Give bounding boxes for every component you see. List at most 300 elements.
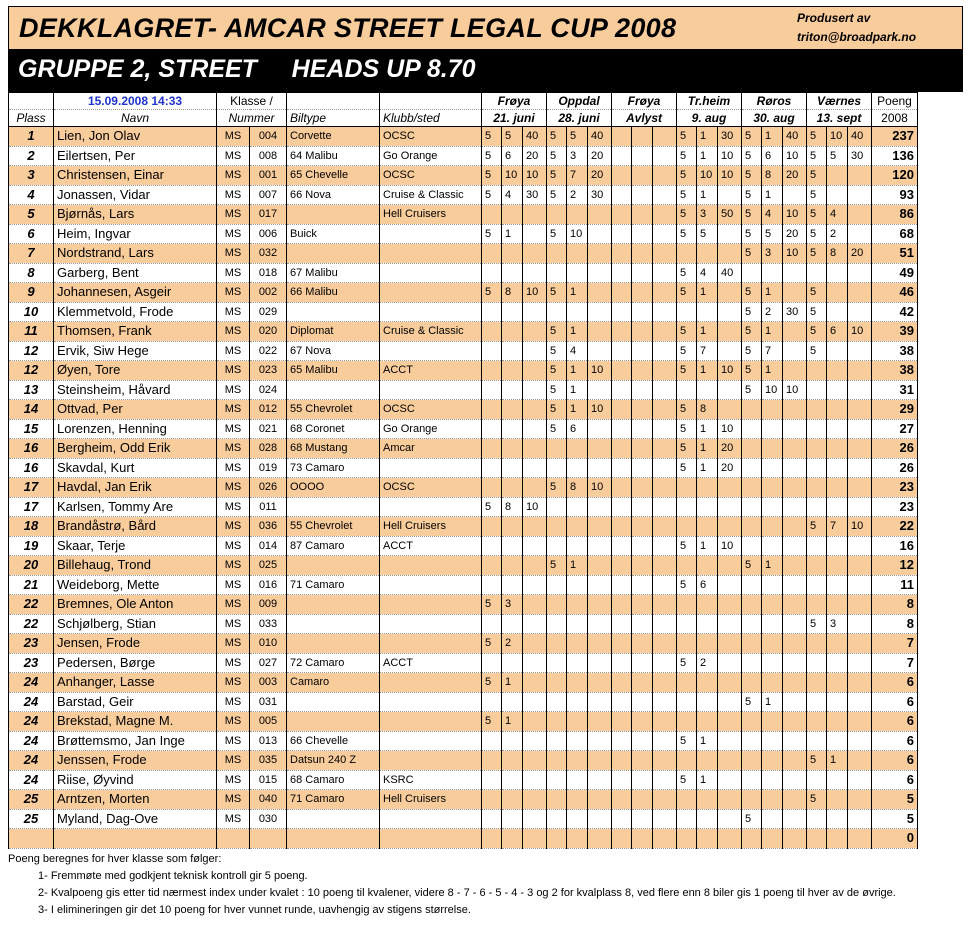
cell-navn: Bremnes, Ole Anton [54, 595, 217, 615]
cell-score: 5 [547, 283, 567, 303]
cell-score [762, 458, 783, 478]
cell-score [762, 809, 783, 829]
cell-score: 5 [547, 556, 567, 576]
cell-score [547, 770, 567, 790]
cell-plass: 22 [9, 595, 54, 615]
cell-score [653, 517, 677, 537]
cell-score: 30 [848, 146, 872, 166]
cell-score: 30 [718, 127, 742, 147]
event-name: Røros [742, 93, 807, 110]
cell-score [612, 322, 632, 342]
cell-score [848, 614, 872, 634]
cell-score [502, 614, 523, 634]
cell-score [523, 478, 547, 498]
cell-score: 5 [742, 146, 762, 166]
cell-score: 2 [762, 302, 783, 322]
cell-score [482, 517, 502, 537]
cell-plass: 7 [9, 244, 54, 264]
table-row [9, 224, 918, 244]
cell-poeng: 8 [872, 595, 918, 615]
cell-biltype [287, 556, 380, 576]
cell-klasse: MS [217, 458, 250, 478]
cell-poeng: 86 [872, 205, 918, 225]
cell-score [567, 302, 588, 322]
cell-score [588, 341, 612, 361]
cell-nummer: 015 [250, 770, 287, 790]
title-bar [8, 6, 963, 50]
cell-navn: Heim, Ingvar [54, 224, 217, 244]
cell-score [502, 302, 523, 322]
cell-score [588, 458, 612, 478]
cell-score: 5 [677, 731, 697, 751]
cell-score: 40 [783, 127, 807, 147]
cell-score [502, 575, 523, 595]
cell-score [547, 439, 567, 459]
cell-klasse: MS [217, 400, 250, 420]
cell-score [588, 497, 612, 517]
cell-klubb: Go Orange [380, 419, 482, 439]
cell-navn: Øyen, Tore [54, 361, 217, 381]
cell-score [848, 341, 872, 361]
cell-score [653, 809, 677, 829]
cell-score [612, 185, 632, 205]
cell-klubb: ACCT [380, 536, 482, 556]
cell-score [762, 419, 783, 439]
cell-score [523, 634, 547, 654]
cell-score [848, 224, 872, 244]
cell-score [612, 829, 632, 849]
cell-score [848, 829, 872, 849]
cell-score [827, 770, 848, 790]
cell-score [653, 536, 677, 556]
cell-klubb [380, 283, 482, 303]
cell-score [848, 556, 872, 576]
cell-klasse: MS [217, 712, 250, 732]
cell-nummer: 023 [250, 361, 287, 381]
table-row [9, 751, 918, 771]
cell-score [588, 517, 612, 537]
cell-score [632, 497, 653, 517]
cell-score [612, 497, 632, 517]
cell-score [697, 673, 718, 693]
cell-score [848, 400, 872, 420]
cell-navn: Bergheim, Odd Erik [54, 439, 217, 459]
cell-score [632, 770, 653, 790]
cell-score [653, 244, 677, 264]
cell-score [632, 829, 653, 849]
cell-score: 5 [547, 127, 567, 147]
cell-klubb: Hell Cruisers [380, 790, 482, 810]
cell-nummer: 022 [250, 341, 287, 361]
cell-score [827, 361, 848, 381]
cell-score: 5 [742, 224, 762, 244]
cell-score: 6 [827, 322, 848, 342]
cell-score [807, 478, 827, 498]
cell-klasse: MS [217, 146, 250, 166]
cell-score [632, 380, 653, 400]
cell-score [547, 517, 567, 537]
cell-poeng: 0 [872, 829, 918, 849]
table-row [9, 166, 918, 186]
cell-score [783, 653, 807, 673]
table-row [9, 283, 918, 303]
cell-score: 5 [482, 146, 502, 166]
cell-score [612, 536, 632, 556]
cell-navn: Arntzen, Morten [54, 790, 217, 810]
cell-score [632, 146, 653, 166]
cell-score [588, 244, 612, 264]
event-name: Frøya [482, 93, 547, 110]
cell-score [848, 361, 872, 381]
cell-poeng: 29 [872, 400, 918, 420]
cell-score [588, 809, 612, 829]
header-navn: Navn [54, 110, 217, 127]
cell-score [783, 556, 807, 576]
cell-score [718, 302, 742, 322]
cell-score [482, 653, 502, 673]
cell-poeng: 93 [872, 185, 918, 205]
cell-klasse: MS [217, 302, 250, 322]
cell-score [482, 536, 502, 556]
cell-klasse: MS [217, 322, 250, 342]
cell-score: 10 [783, 380, 807, 400]
cell-score [588, 673, 612, 693]
cell-score [827, 731, 848, 751]
cell-score: 1 [697, 146, 718, 166]
cell-score [718, 614, 742, 634]
cell-score [697, 478, 718, 498]
cell-score [827, 575, 848, 595]
cell-poeng: 6 [872, 692, 918, 712]
cell-klubb: Go Orange [380, 146, 482, 166]
cell-score: 5 [482, 224, 502, 244]
cell-score: 10 [718, 166, 742, 186]
cell-score [567, 497, 588, 517]
cell-score [482, 829, 502, 849]
cell-score [697, 829, 718, 849]
cell-score [547, 653, 567, 673]
cell-biltype: 72 Camaro [287, 653, 380, 673]
cell-plass: 1 [9, 127, 54, 147]
cell-score [827, 829, 848, 849]
cell-poeng: 51 [872, 244, 918, 264]
cell-score: 1 [697, 419, 718, 439]
cell-score [653, 497, 677, 517]
cell-klasse: MS [217, 673, 250, 693]
cell-score: 5 [742, 809, 762, 829]
cell-score [547, 751, 567, 771]
cell-score [632, 166, 653, 186]
cell-score [827, 439, 848, 459]
cell-score: 5 [677, 322, 697, 342]
cell-score [482, 731, 502, 751]
cell-score [653, 224, 677, 244]
cell-score [718, 556, 742, 576]
cell-score [762, 751, 783, 771]
cell-score [762, 673, 783, 693]
cell-score [547, 634, 567, 654]
cell-score [677, 497, 697, 517]
cell-score [653, 595, 677, 615]
cell-klasse: MS [217, 536, 250, 556]
cell-klasse: MS [217, 653, 250, 673]
cell-score [588, 439, 612, 459]
cell-score [653, 653, 677, 673]
cell-score [677, 809, 697, 829]
cell-score: 1 [697, 458, 718, 478]
cell-poeng: 7 [872, 653, 918, 673]
table-row [9, 790, 918, 810]
event-date: Avlyst [612, 110, 677, 127]
cell-score [482, 478, 502, 498]
cell-score: 1 [697, 439, 718, 459]
cell-nummer: 029 [250, 302, 287, 322]
cell-nummer: 018 [250, 263, 287, 283]
header-row-2 [9, 110, 918, 127]
cell-score [742, 653, 762, 673]
cell-nummer: 002 [250, 283, 287, 303]
cell-klubb [380, 224, 482, 244]
cell-score [677, 712, 697, 732]
cell-score: 10 [502, 166, 523, 186]
cell-score: 1 [502, 712, 523, 732]
cell-klasse: MS [217, 790, 250, 810]
cell-klasse: MS [217, 166, 250, 186]
cell-score: 10 [783, 146, 807, 166]
cell-navn: Jensen, Frode [54, 634, 217, 654]
cell-score [697, 497, 718, 517]
cell-score: 5 [807, 146, 827, 166]
cell-klasse: MS [217, 361, 250, 381]
cell-score [502, 341, 523, 361]
cell-biltype: 66 Nova [287, 185, 380, 205]
table-row [9, 263, 918, 283]
cell-score: 5 [677, 166, 697, 186]
cell-score: 4 [697, 263, 718, 283]
cell-score [677, 790, 697, 810]
cell-score [677, 517, 697, 537]
cell-score [502, 205, 523, 225]
cell-score [482, 400, 502, 420]
cell-biltype: 71 Camaro [287, 575, 380, 595]
cell-score [523, 829, 547, 849]
cell-plass: 24 [9, 770, 54, 790]
cell-navn: Brandåstrø, Bård [54, 517, 217, 537]
cell-score [612, 283, 632, 303]
table-row [9, 653, 918, 673]
cell-score [567, 205, 588, 225]
cell-klasse: MS [217, 556, 250, 576]
cell-score: 30 [588, 185, 612, 205]
cell-score [653, 556, 677, 576]
cell-score: 5 [677, 224, 697, 244]
cell-score [677, 829, 697, 849]
cell-score: 5 [807, 127, 827, 147]
cell-score [653, 770, 677, 790]
cell-score: 7 [827, 517, 848, 537]
cell-score: 10 [718, 536, 742, 556]
cell-score [718, 692, 742, 712]
cell-score [653, 673, 677, 693]
table-row [9, 829, 918, 849]
cell-score [697, 244, 718, 264]
cell-score [612, 400, 632, 420]
cell-score [827, 263, 848, 283]
cell-score [677, 556, 697, 576]
cell-score [523, 809, 547, 829]
header-plass: Plass [9, 110, 54, 127]
cell-score [827, 283, 848, 303]
cell-score [827, 166, 848, 186]
cell-score [653, 712, 677, 732]
cell-navn: Christensen, Einar [54, 166, 217, 186]
cell-score [807, 380, 827, 400]
cell-score [482, 692, 502, 712]
cell-score [677, 380, 697, 400]
cell-score: 5 [677, 400, 697, 420]
cell-plass: 25 [9, 790, 54, 810]
cell-score [502, 692, 523, 712]
cell-poeng: 11 [872, 575, 918, 595]
table-row [9, 575, 918, 595]
cell-plass: 13 [9, 380, 54, 400]
cell-score [848, 751, 872, 771]
cell-score [783, 478, 807, 498]
cell-poeng: 5 [872, 809, 918, 829]
cell-klubb: OCSC [380, 127, 482, 147]
cell-score [807, 829, 827, 849]
cell-score [783, 263, 807, 283]
cell-klubb: Hell Cruisers [380, 205, 482, 225]
cell-poeng: 22 [872, 517, 918, 537]
cell-score: 4 [502, 185, 523, 205]
cell-score [588, 263, 612, 283]
cell-score [547, 614, 567, 634]
cell-score: 5 [677, 575, 697, 595]
table-row [9, 692, 918, 712]
cell-score [783, 439, 807, 459]
cell-score [632, 400, 653, 420]
cell-nummer [250, 829, 287, 849]
page-title: DEKKLAGRET- AMCAR STREET LEGAL CUP 2008 [19, 13, 677, 43]
cell-score: 2 [502, 634, 523, 654]
cell-score [677, 478, 697, 498]
cell-score: 1 [567, 283, 588, 303]
cell-nummer: 032 [250, 244, 287, 264]
cell-score: 5 [567, 127, 588, 147]
cell-poeng: 26 [872, 458, 918, 478]
cell-score: 1 [697, 322, 718, 342]
cell-score: 2 [567, 185, 588, 205]
cell-score [612, 614, 632, 634]
cell-score: 5 [677, 419, 697, 439]
cell-score [502, 536, 523, 556]
cell-klubb: ACCT [380, 653, 482, 673]
cell-navn: Pedersen, Børge [54, 653, 217, 673]
cell-biltype [287, 380, 380, 400]
cell-score [502, 263, 523, 283]
cell-score [762, 712, 783, 732]
cell-klubb [380, 673, 482, 693]
cell-nummer: 019 [250, 458, 287, 478]
cell-score [718, 478, 742, 498]
cell-score [612, 263, 632, 283]
cell-klubb: Hell Cruisers [380, 517, 482, 537]
cell-klubb [380, 614, 482, 634]
cell-score [523, 653, 547, 673]
cell-score [718, 322, 742, 342]
cell-score [567, 244, 588, 264]
cell-score: 10 [848, 322, 872, 342]
cell-navn: Schjølberg, Stian [54, 614, 217, 634]
table-row [9, 634, 918, 654]
table-row [9, 341, 918, 361]
cell-nummer: 010 [250, 634, 287, 654]
cell-biltype: 68 Camaro [287, 770, 380, 790]
cell-score [848, 419, 872, 439]
cell-score: 1 [697, 536, 718, 556]
cell-score [762, 478, 783, 498]
cell-score [807, 575, 827, 595]
cell-plass: 4 [9, 185, 54, 205]
cell-score: 3 [827, 614, 848, 634]
cell-score [783, 517, 807, 537]
cell-klasse: MS [217, 614, 250, 634]
cell-score [783, 536, 807, 556]
cell-score [482, 809, 502, 829]
cell-poeng: 23 [872, 497, 918, 517]
cell-score: 40 [848, 127, 872, 147]
cell-klasse: MS [217, 127, 250, 147]
cell-score: 6 [502, 146, 523, 166]
cell-poeng: 26 [872, 439, 918, 459]
cell-score [588, 380, 612, 400]
cell-nummer: 027 [250, 653, 287, 673]
cell-score [567, 458, 588, 478]
cell-score [697, 302, 718, 322]
cell-score: 1 [567, 556, 588, 576]
cell-navn: Anhanger, Lasse [54, 673, 217, 693]
cell-score [827, 790, 848, 810]
cell-score [588, 205, 612, 225]
cell-score [612, 361, 632, 381]
cell-score [567, 731, 588, 751]
cell-nummer: 025 [250, 556, 287, 576]
table-row [9, 439, 918, 459]
cell-score [827, 458, 848, 478]
cell-score [718, 517, 742, 537]
event-date: 21. juni [482, 110, 547, 127]
cell-score [547, 595, 567, 615]
cell-score [612, 712, 632, 732]
cell-poeng: 31 [872, 380, 918, 400]
cell-score [742, 595, 762, 615]
cell-navn: Skavdal, Kurt [54, 458, 217, 478]
cell-biltype [287, 809, 380, 829]
cell-poeng: 6 [872, 673, 918, 693]
cell-klubb [380, 634, 482, 654]
cell-score [523, 458, 547, 478]
cell-score: 5 [807, 614, 827, 634]
cell-score [848, 205, 872, 225]
cell-score [807, 809, 827, 829]
cell-score [523, 244, 547, 264]
cell-navn: Karlsen, Tommy Are [54, 497, 217, 517]
cell-score [632, 575, 653, 595]
cell-score [567, 692, 588, 712]
cell-score [848, 653, 872, 673]
cell-score [632, 185, 653, 205]
